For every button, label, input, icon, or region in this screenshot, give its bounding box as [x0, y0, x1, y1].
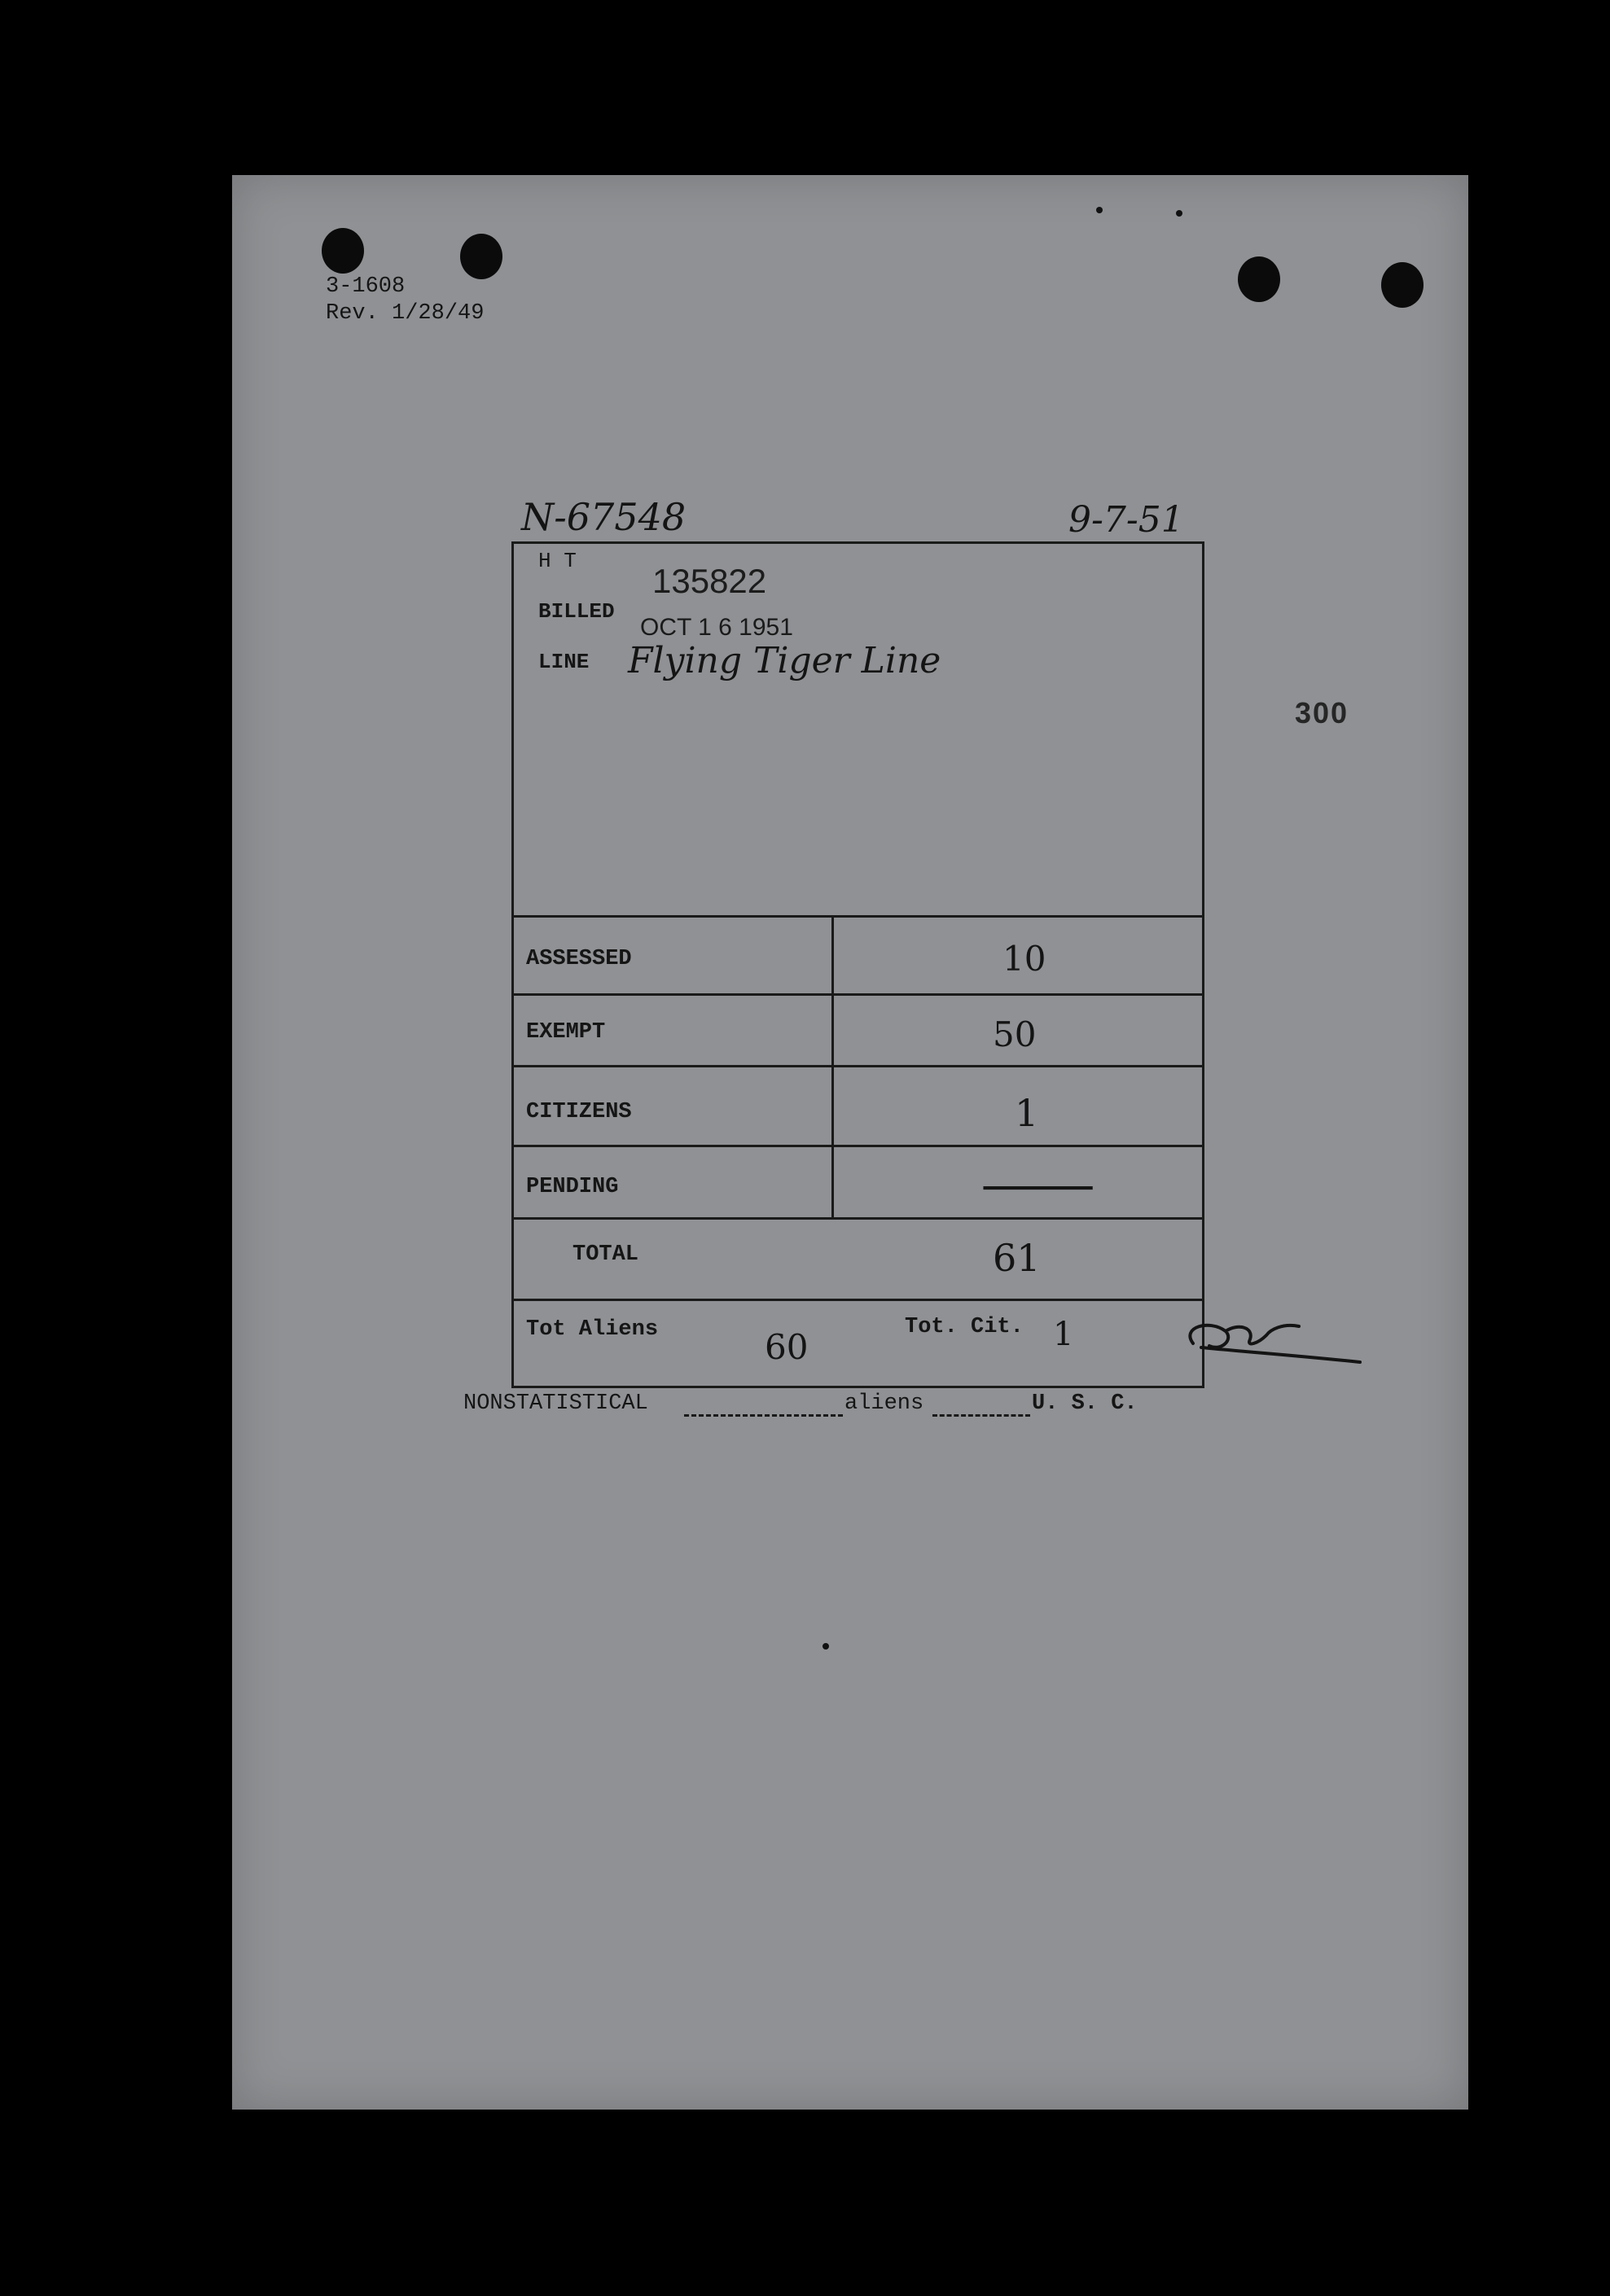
row-divider — [514, 993, 1202, 996]
row-value-exempt: 50 — [993, 1014, 1037, 1054]
total-label: TOTAL — [572, 1242, 639, 1267]
row-label-exempt: EXEMPT — [526, 1020, 606, 1045]
punch-hole — [322, 228, 364, 274]
tot-aliens-value: 60 — [765, 1327, 809, 1367]
line-label: LINE — [538, 650, 590, 674]
ht-label: H T — [538, 549, 577, 573]
row-value-pending: — — [978, 1155, 1099, 1215]
row-divider — [514, 915, 1202, 918]
punch-hole — [1238, 256, 1280, 302]
file-number: N-67548 — [521, 495, 687, 539]
row-label-citizens: CITIZENS — [526, 1100, 632, 1124]
row-label-assessed: ASSESSED — [526, 947, 632, 971]
line-value: Flying Tiger Line — [628, 640, 941, 681]
row-value-citizens: 1 — [1015, 1091, 1039, 1135]
date: 9-7-51 — [1068, 499, 1184, 541]
stamp-number: 300 — [1295, 696, 1349, 730]
initials-mark — [1177, 1307, 1364, 1372]
row-divider — [514, 1145, 1202, 1147]
punch-hole — [460, 234, 502, 279]
column-divider — [831, 915, 834, 1217]
ht-number: 135822 — [652, 562, 767, 600]
speck — [1096, 207, 1103, 213]
form-revision: Rev. 1/28/49 — [326, 301, 485, 326]
billed-label: BILLED — [538, 599, 615, 624]
tot-cit-label: Tot. Cit. — [905, 1315, 1024, 1339]
row-divider — [514, 1299, 1202, 1301]
tot-aliens-label: Tot Aliens — [526, 1317, 659, 1342]
blank-line — [684, 1414, 843, 1417]
tot-cit-value: 1 — [1053, 1316, 1074, 1353]
billed-date: OCT 1 6 1951 — [640, 614, 793, 641]
usc-label: U. S. C. — [1032, 1391, 1138, 1416]
form-number: 3-1608 — [326, 274, 406, 299]
punch-hole — [1381, 262, 1424, 308]
document-page — [232, 175, 1468, 2110]
blank-line — [932, 1414, 1030, 1417]
nonstatistical-label: NONSTATISTICAL — [463, 1391, 648, 1416]
total-value: 61 — [993, 1236, 1041, 1280]
speck — [1176, 210, 1182, 217]
aliens-label: aliens — [844, 1391, 924, 1416]
speck — [823, 1643, 829, 1650]
row-divider — [514, 1065, 1202, 1067]
assessment-table — [511, 541, 1204, 1388]
row-label-pending: PENDING — [526, 1175, 619, 1199]
row-value-assessed: 10 — [1002, 939, 1046, 979]
row-divider — [514, 1217, 1202, 1220]
